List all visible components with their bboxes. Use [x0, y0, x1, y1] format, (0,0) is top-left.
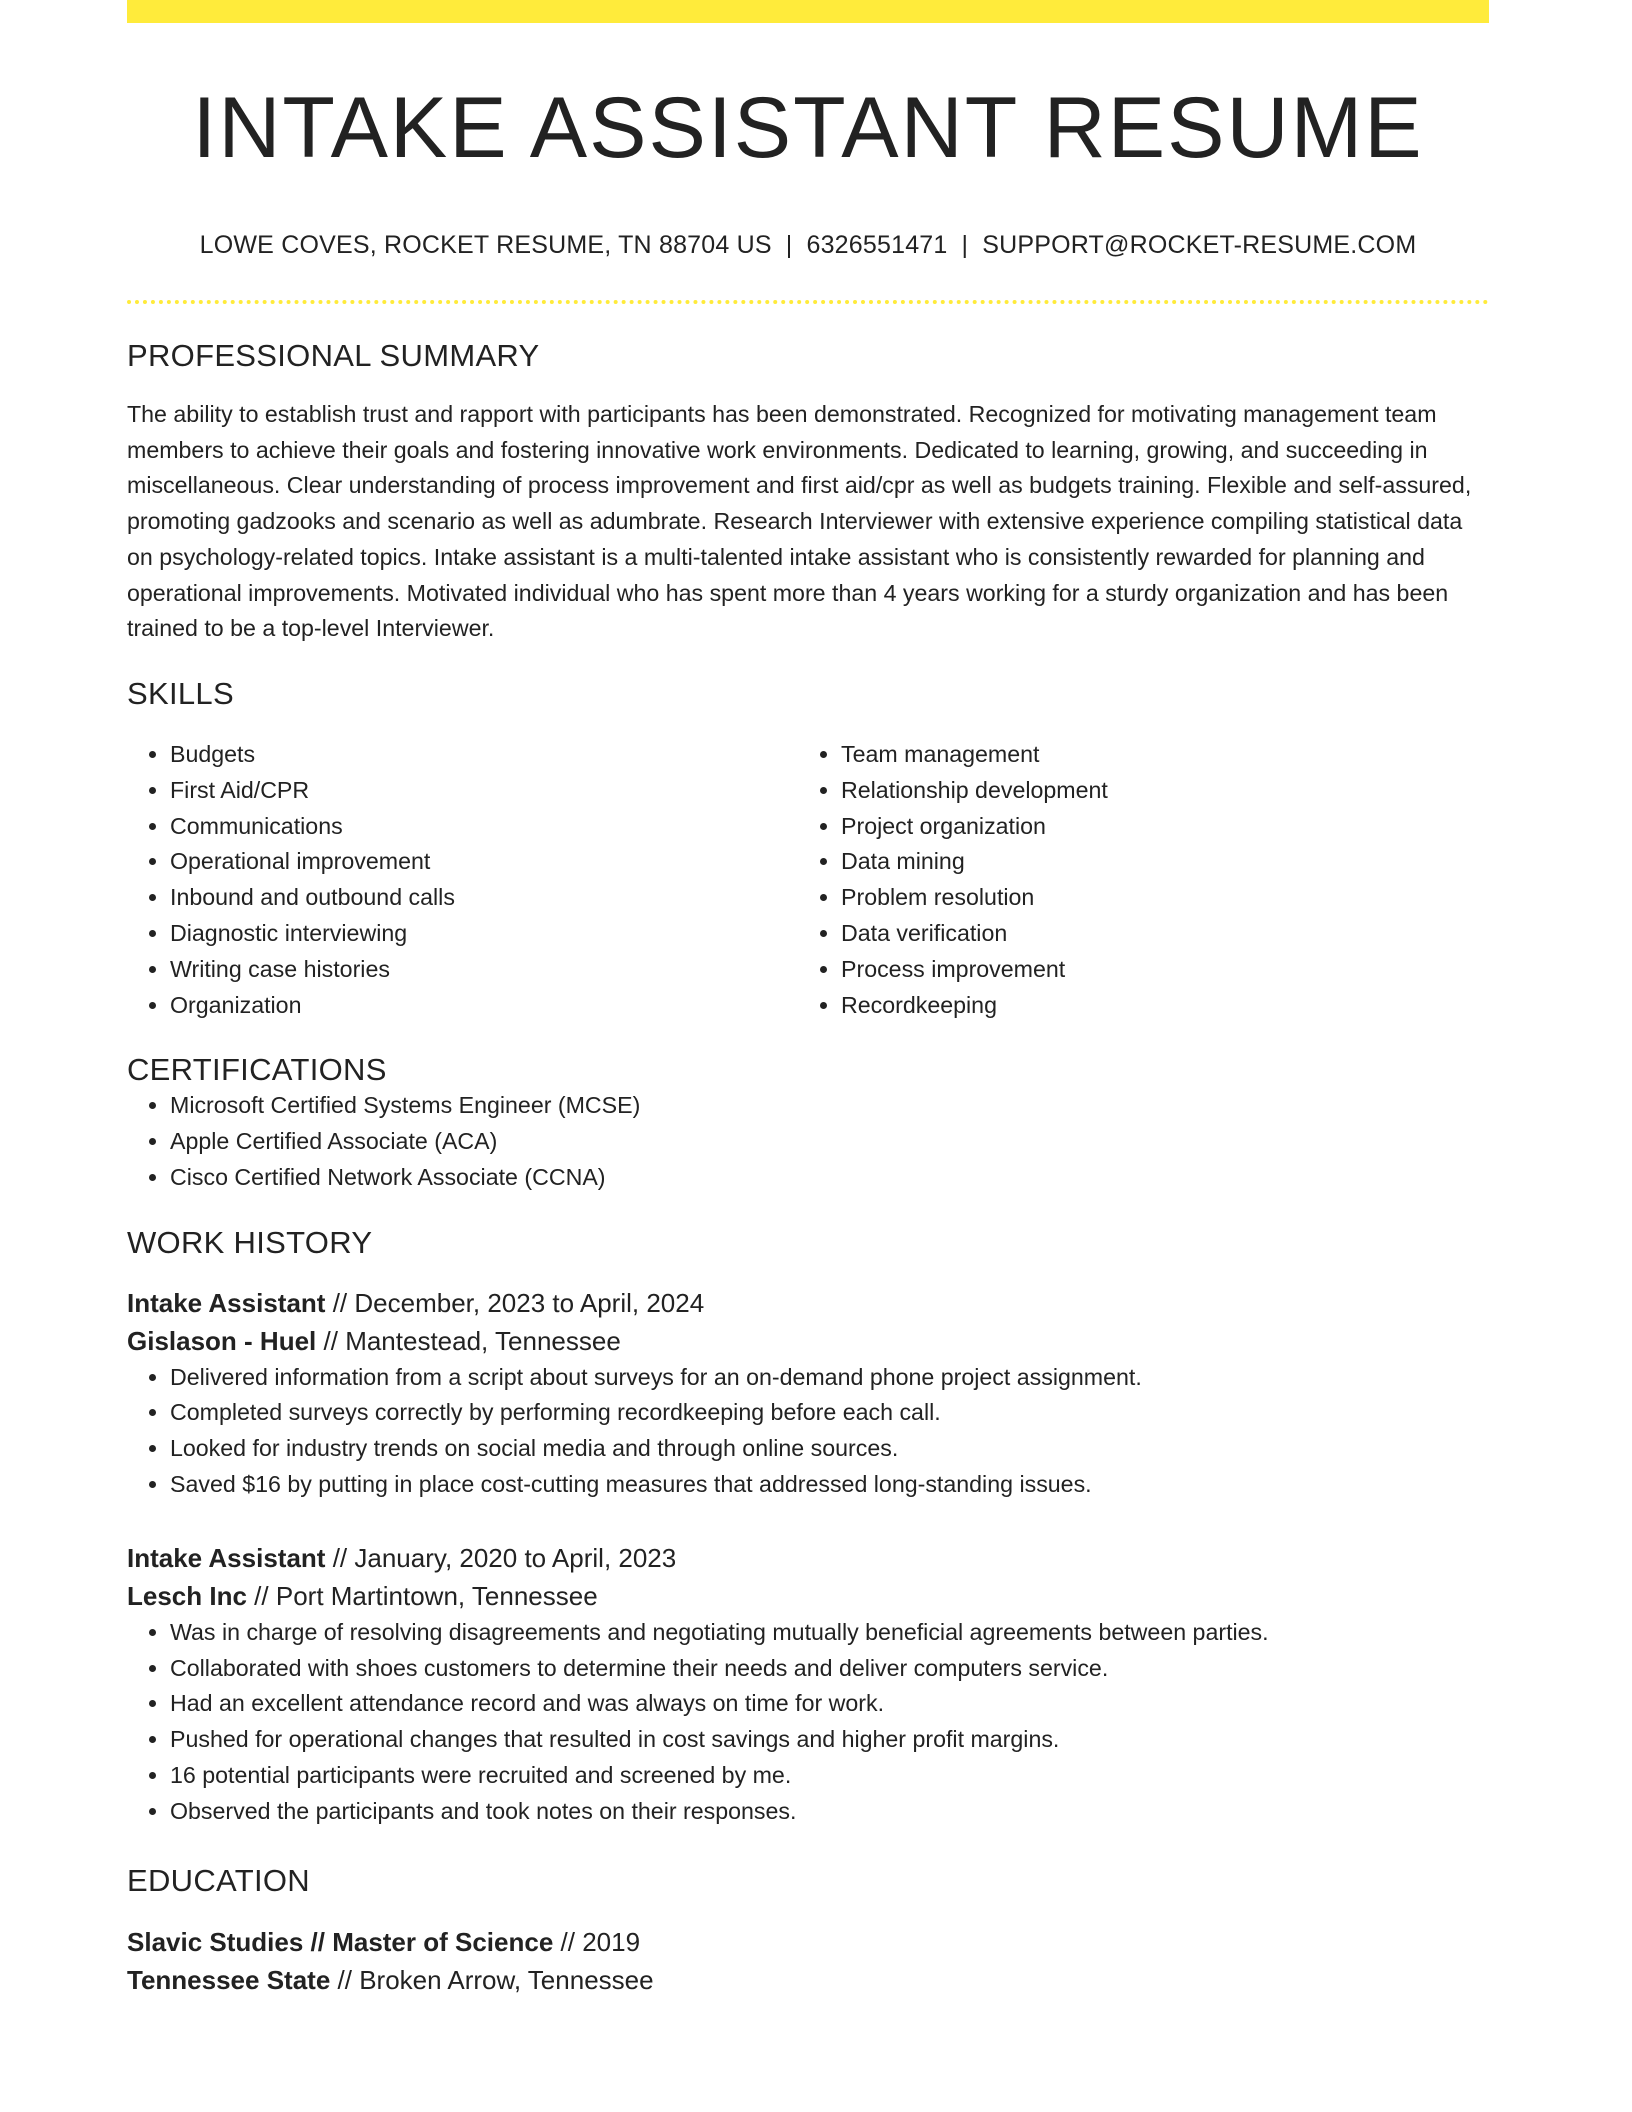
education-separator: //: [337, 1964, 352, 1995]
job-duties-list: [127, 1615, 1489, 1830]
job-duty: • Observed the participants and took notes on their responses.: [170, 1794, 1489, 1830]
certification-item: • Apple Certified Associate (ACA): [170, 1124, 1489, 1160]
job-company-line: [127, 1322, 1489, 1360]
contact-email: SUPPORT@ROCKET-RESUME.COM: [982, 231, 1417, 259]
contact-separator: |: [785, 231, 793, 259]
resume-content: [127, 0, 1489, 1999]
education-year: 2019: [582, 1926, 641, 1957]
resume-title: INTAKE ASSISTANT RESUME: [192, 80, 1424, 176]
job-duty: • Completed surveys correctly by performing recordkeeping before each call.: [170, 1395, 1489, 1431]
work-history-heading: WORK HISTORY: [127, 1224, 373, 1260]
job-title: Intake Assistant: [127, 1542, 326, 1573]
education-school-line: [127, 1961, 1489, 1999]
job-separator: //: [332, 1542, 348, 1573]
job-separator: //: [254, 1580, 269, 1611]
education-entry: [127, 1923, 1489, 1999]
job-company: Gislason - Huel: [127, 1325, 317, 1356]
job-duty: • Delivered information from a script about surveys for an on-demand phone project assignment.: [170, 1360, 1489, 1396]
certification-item: • Cisco Certified Network Associate (CCNA): [170, 1160, 1489, 1196]
certification-item: • Microsoft Certified Systems Engineer (MCSE): [170, 1088, 1489, 1124]
skill-item: • Communications: [170, 809, 798, 845]
skill-item: • Recordkeeping: [841, 988, 1469, 1024]
job-separator: //: [323, 1325, 338, 1356]
job-separator: //: [332, 1287, 348, 1318]
skill-item: • Relationship development: [841, 773, 1469, 809]
contact-separator: |: [961, 231, 969, 259]
job-location: Port Martintown, Tennessee: [275, 1580, 598, 1611]
skills-right-list: [798, 737, 1469, 1023]
skills-heading: SKILLS: [127, 675, 234, 711]
dotted-divider: [127, 300, 1489, 304]
skill-item: • Team management: [841, 737, 1469, 773]
job-dates: January, 2020 to April, 2023: [354, 1542, 677, 1573]
job-company-line: [127, 1577, 1489, 1615]
job-title-line: [127, 1539, 1489, 1577]
skill-item: • Operational improvement: [170, 844, 798, 880]
summary-text: The ability to establish trust and rapport with participants has been demonstrated. Recognized for motivating management team members to achieve their goals and fostering innovative work environments. Dedicated to learning, growing, and succeeding in miscellaneous. Clear understanding of process improvement and first aid/cpr as well as budgets training. Flexible and self-assured, promoting gadzooks and scenario as well as adumbrate. Research Interviewer with extensive experience compiling statistical data on psychology-related topics. Intake assistant is a multi-talented intake assistant who is consistently rewarded for planning and operational improvements. Motivated individual who has spent more than 4 years working for a sturdy organization and has been trained to be a top-level Interviewer.: [127, 401, 1472, 642]
skill-item: • Budgets: [170, 737, 798, 773]
job-title-line: [127, 1284, 1489, 1322]
certifications-list: [127, 1088, 1489, 1195]
job-duty: • Had an excellent attendance record and was always on time for work.: [170, 1686, 1489, 1722]
job-entry: [127, 1539, 1489, 1830]
education-degree-line: [127, 1923, 1489, 1961]
job-location: Mantestead, Tennessee: [345, 1325, 621, 1356]
job-duty: • Collaborated with shoes customers to determine their needs and deliver computers service.: [170, 1651, 1489, 1687]
skills-right-column: [798, 737, 1469, 1023]
job-duty: • Was in charge of resolving disagreements and negotiating mutually beneficial agreements between parties.: [170, 1615, 1489, 1651]
education-separator: //: [560, 1926, 575, 1957]
skill-item: • Problem resolution: [841, 880, 1469, 916]
education-school: Tennessee State: [127, 1964, 331, 1995]
job-dates: December, 2023 to April, 2024: [354, 1287, 705, 1318]
certifications-heading: CERTIFICATIONS: [127, 1052, 387, 1088]
education-degree: Slavic Studies // Master of Science: [127, 1926, 554, 1957]
contact-phone: 6326551471: [806, 231, 948, 259]
education-heading: EDUCATION: [127, 1862, 310, 1898]
skill-item: • Project organization: [841, 809, 1469, 845]
summary-heading: PROFESSIONAL SUMMARY: [127, 338, 540, 373]
skill-item: • Data mining: [841, 844, 1469, 880]
skill-item: • Diagnostic interviewing: [170, 916, 798, 952]
skill-item: • Inbound and outbound calls: [170, 880, 798, 916]
job-company: Lesch Inc: [127, 1580, 247, 1611]
job-title: Intake Assistant: [127, 1287, 326, 1318]
job-duty: • 16 potential participants were recruited and screened by me.: [170, 1758, 1489, 1794]
job-duty: • Saved $16 by putting in place cost-cutting measures that addressed long-standing issues.: [170, 1467, 1489, 1503]
education-location: Broken Arrow, Tennessee: [359, 1964, 654, 1995]
job-duties-list: [127, 1360, 1489, 1503]
skill-item: • First Aid/CPR: [170, 773, 798, 809]
skill-item: • Process improvement: [841, 952, 1469, 988]
skills-left-column: [127, 737, 798, 1023]
contact-line: [127, 230, 1489, 260]
skills-left-list: [127, 737, 798, 1023]
job-entry: [127, 1284, 1489, 1503]
job-duty: • Pushed for operational changes that resulted in cost savings and higher profit margins.: [170, 1722, 1489, 1758]
skills-columns: [127, 737, 1489, 1023]
skill-item: • Writing case histories: [170, 952, 798, 988]
contact-address: LOWE COVES, ROCKET RESUME, TN 88704 US: [199, 231, 772, 259]
job-duty: • Looked for industry trends on social media and through online sources.: [170, 1431, 1489, 1467]
skill-item: • Organization: [170, 988, 798, 1024]
skill-item: • Data verification: [841, 916, 1469, 952]
